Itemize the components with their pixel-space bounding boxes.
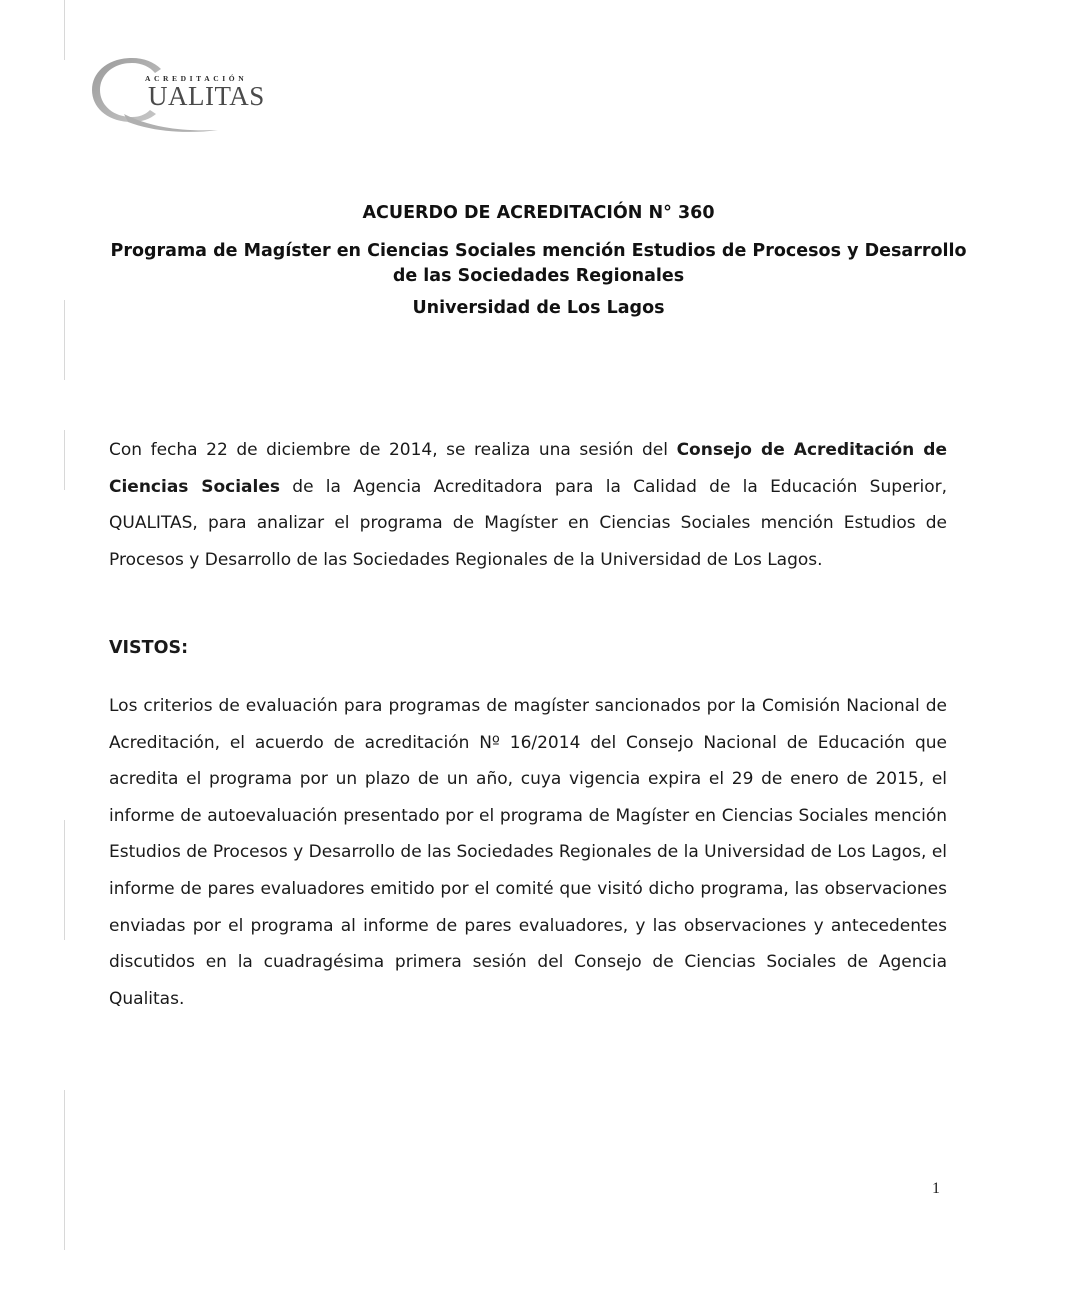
scan-artifact [64,0,65,60]
page-number: 1 [932,1180,940,1197]
vistos-heading: VISTOS: [109,638,189,658]
scan-artifact [64,820,65,940]
scan-artifact [64,430,65,490]
intro-text-end: de la Agencia Acreditadora para la Calidad de la Educación Superior, QUALITAS, para analizar el programa de Magíster en Ciencias Sociales mención Estudios de Procesos y Desarrollo de las Sociedades Regionales de la Universidad de Los Lagos. [109,476,947,570]
scan-artifact [64,300,65,380]
intro-council-name: Consejo de Acreditación de Ciencias Sociales [109,440,948,497]
qualitas-logo [88,52,298,138]
agreement-title: ACUERDO DE ACREDITACIÓN N° 360 [362,203,715,223]
university-name: Universidad de Los Lagos [412,298,665,318]
logo-brand: UALITAS [148,81,265,111]
intro-text-start: Con fecha 22 de diciembre de 2014, se realiza una sesión del [109,440,677,460]
logo-tagline: ACREDITACIÓN [145,74,248,83]
program-name: Programa de Magíster en Ciencias Sociales mención Estudios de Procesos y Desarrollo de las Sociedades Regionales [110,241,967,286]
intro-paragraph [109,432,947,578]
scan-artifact [64,1090,65,1250]
vistos-paragraph: Los criterios de evaluación para programas de magíster sancionados por la Comisión Nacional de Acreditación, el acuerdo de acreditación Nº 16/2014 del Consejo Nacional de Educación que acredita el programa por un plazo de un año, cuya vigencia expira el 29 de enero de 2015, el informe de autoevaluación presentado por el programa de Magíster en Ciencias Sociales mención Estudios de Procesos y Desarrollo de las Sociedades Regionales de la Universidad de Los Lagos, el informe de pares evaluadores emitido por el comité que visitó dicho programa, las observaciones enviadas por el programa al informe de pares evaluadores, y las observaciones y antecedentes discutidos en la cuadragésima primera sesión del Consejo de Ciencias Sociales de Agencia Qualitas. [109,696,948,1009]
